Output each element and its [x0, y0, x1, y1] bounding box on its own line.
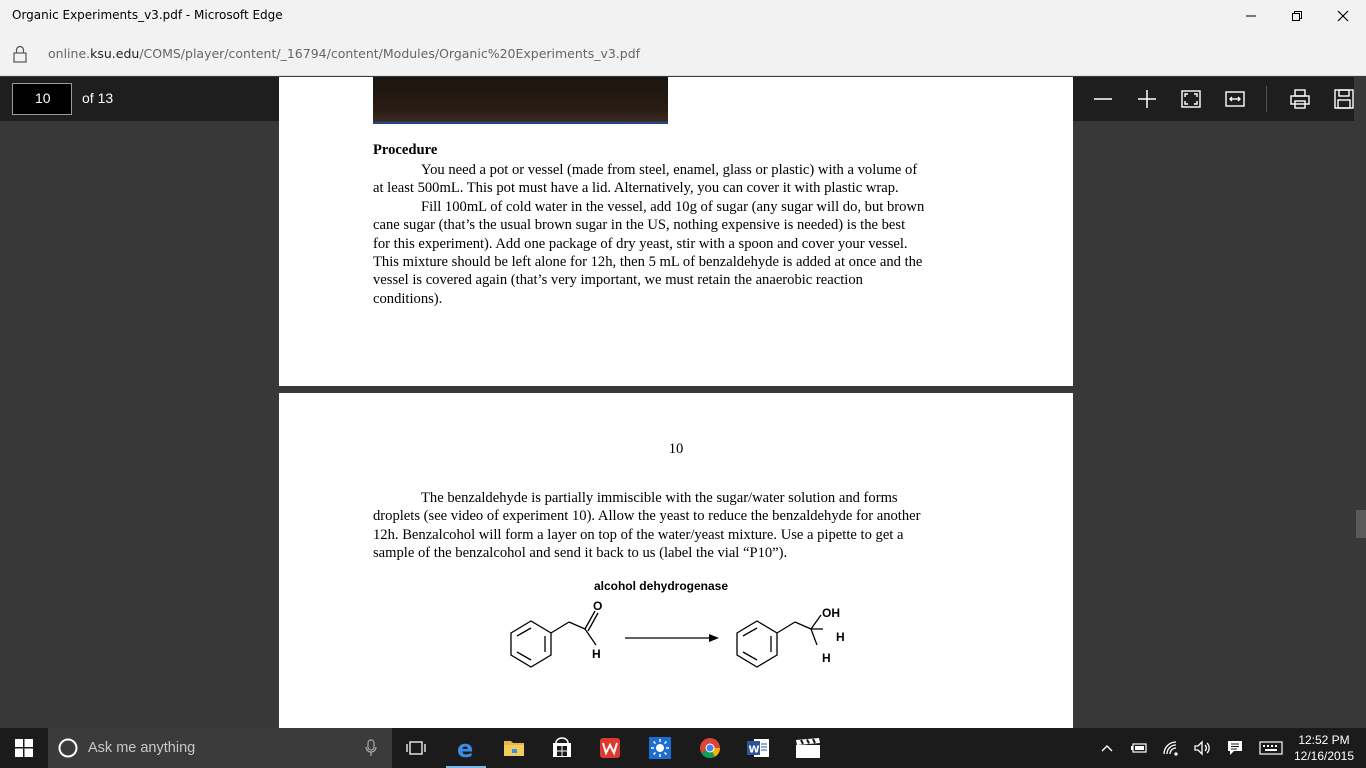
- taskbar-chrome[interactable]: [686, 728, 734, 768]
- page-number-input[interactable]: 10: [12, 83, 72, 115]
- body-paragraph: [373, 489, 983, 563]
- taskbar-movies[interactable]: [784, 728, 832, 768]
- clapperboard-icon: [795, 737, 821, 759]
- page-total: of 13: [82, 90, 114, 106]
- printer-icon: [1289, 88, 1311, 110]
- svg-text:W: W: [748, 744, 760, 756]
- vertical-scrollbar[interactable]: [1354, 77, 1366, 728]
- text-line: conditions).: [373, 290, 443, 307]
- taskbar-store[interactable]: [538, 728, 586, 768]
- hydrogen-label: H: [836, 630, 845, 644]
- text-line: This mixture should be left alone for 12h, then 5 mL of benzaldehyde is added at once and the: [373, 254, 923, 271]
- page-number: 10: [668, 441, 684, 457]
- taskbar-settings[interactable]: [636, 728, 684, 768]
- text-line: vessel is covered again (that’s very important, we must retain the anaerobic reaction: [373, 272, 863, 289]
- restore-icon: [1291, 10, 1303, 22]
- url-host: ksu.edu: [90, 46, 140, 61]
- svg-text:e: e: [457, 737, 474, 759]
- keyboard-icon: [1259, 741, 1283, 755]
- taskbar-edge[interactable]: [442, 728, 490, 768]
- clock-date: 12/16/2015: [1293, 749, 1355, 763]
- clock-time: 12:52 PM: [1298, 733, 1350, 747]
- action-center-button[interactable]: [1224, 738, 1246, 758]
- touch-keyboard-button[interactable]: [1258, 738, 1284, 758]
- task-view-button[interactable]: [392, 728, 440, 768]
- text-line: Fill 100mL of cold water in the vessel, add 10g of sugar (any sugar will do, but brown: [421, 198, 925, 215]
- procedure-paragraph: [373, 161, 983, 308]
- taskbar-file-explorer[interactable]: [490, 728, 538, 768]
- experiment-photo: [373, 77, 668, 124]
- notification-icon: [1226, 740, 1244, 756]
- print-button[interactable]: [1284, 83, 1316, 115]
- minimize-icon: [1245, 10, 1257, 22]
- reaction-arrow: [625, 634, 719, 642]
- start-button[interactable]: [0, 728, 48, 768]
- minus-icon: [1092, 88, 1114, 110]
- fit-width-button[interactable]: [1219, 83, 1251, 115]
- windows-logo-icon: [15, 739, 33, 757]
- benzyl-alcohol-structure: [737, 615, 823, 667]
- pdf-page-previous: [279, 77, 1073, 386]
- pdf-toolbar-actions: [1073, 77, 1366, 121]
- minimize-button[interactable]: [1228, 0, 1274, 32]
- zoom-in-button[interactable]: [1131, 83, 1163, 115]
- volume-button[interactable]: [1192, 738, 1214, 758]
- close-button[interactable]: [1320, 0, 1366, 32]
- hydrogen-label: H: [592, 647, 601, 661]
- hydroxyl-label: OH: [822, 606, 840, 620]
- url-field[interactable]: [48, 46, 640, 61]
- chrome-icon: [699, 737, 721, 759]
- toolbar-divider: [1266, 86, 1267, 112]
- fit-page-icon: [1180, 88, 1202, 110]
- battery-button[interactable]: [1128, 738, 1150, 758]
- restore-button[interactable]: [1274, 0, 1320, 32]
- text-line: The benzaldehyde is partially immiscible with the sugar/water solution and forms: [421, 490, 898, 506]
- chevron-up-icon: [1100, 743, 1114, 753]
- show-hidden-icons-button[interactable]: [1096, 738, 1118, 758]
- wifi-button[interactable]: [1160, 738, 1182, 758]
- hydrogen-label: H: [822, 651, 831, 665]
- text-line: cane sugar (that’s the usual brown sugar in the US, nothing expensive is needed) is the best: [373, 217, 906, 234]
- wifi-icon: [1162, 740, 1180, 756]
- pdf-page-current: [279, 393, 1073, 728]
- taskbar-word[interactable]: [734, 728, 782, 768]
- scrollbar-thumb[interactable]: [1356, 510, 1366, 538]
- word-icon: [746, 737, 770, 759]
- sun-settings-icon: [649, 737, 671, 759]
- text-line: for this experiment). Add one package of dry yeast, stir with a spoon and cover your vessel.: [373, 235, 908, 252]
- pdf-toolbar-page-nav: [0, 77, 279, 121]
- fit-page-button[interactable]: [1175, 83, 1207, 115]
- cortana-search-box[interactable]: [48, 728, 392, 768]
- address-bar[interactable]: [0, 32, 1366, 76]
- pdf-viewer[interactable]: [0, 77, 1366, 728]
- benzaldehyde-structure: [511, 611, 598, 667]
- oxygen-label: O: [593, 601, 603, 613]
- enzyme-label: alcohol dehydrogenase: [593, 579, 729, 593]
- search-placeholder: Ask me anything: [88, 740, 196, 756]
- taskbar: [0, 728, 1366, 768]
- url-path: /COMS/player/content/_16794/content/Modules/Organic%20Experiments_v3.pdf: [139, 46, 641, 61]
- folder-icon: [503, 738, 525, 758]
- title-bar: [0, 0, 1366, 32]
- url-prefix: online.: [48, 46, 91, 61]
- text-line: at least 500mL. This pot must have a lid. Alternatively, you can cover it with plastic wrap.: [373, 180, 899, 197]
- fit-width-icon: [1224, 88, 1246, 110]
- text-line: droplets (see video of experiment 10). Allow the yeast to reduce the benzaldehyde for another: [373, 508, 921, 525]
- text-line: 12h. Benzalcohol will form a layer on top of the water/yeast mixture. Use a pipette to get a: [373, 526, 904, 543]
- lock-icon: [12, 45, 28, 63]
- store-icon: [551, 737, 573, 759]
- window-title: Organic Experiments_v3.pdf - Microsoft Edge: [12, 8, 283, 22]
- system-clock[interactable]: [1286, 732, 1362, 764]
- text-line: sample of the benzalcohol and send it back to us (label the vial “P10”).: [373, 545, 788, 562]
- plus-icon: [1136, 88, 1158, 110]
- zoom-out-button[interactable]: [1087, 83, 1119, 115]
- wps-icon: [599, 737, 621, 759]
- reaction-scheme: [499, 601, 859, 681]
- procedure-heading: Procedure: [373, 142, 438, 158]
- cortana-icon: [57, 737, 79, 759]
- task-view-icon: [405, 739, 427, 757]
- microphone-icon[interactable]: [364, 739, 378, 757]
- save-icon: [1333, 88, 1355, 110]
- text-line: You need a pot or vessel (made from steel, enamel, glass or plastic) with a volume of: [421, 162, 918, 178]
- close-icon: [1337, 10, 1349, 22]
- taskbar-wps[interactable]: [586, 728, 634, 768]
- speaker-icon: [1193, 740, 1213, 756]
- battery-icon: [1130, 741, 1148, 755]
- edge-icon: [455, 737, 477, 759]
